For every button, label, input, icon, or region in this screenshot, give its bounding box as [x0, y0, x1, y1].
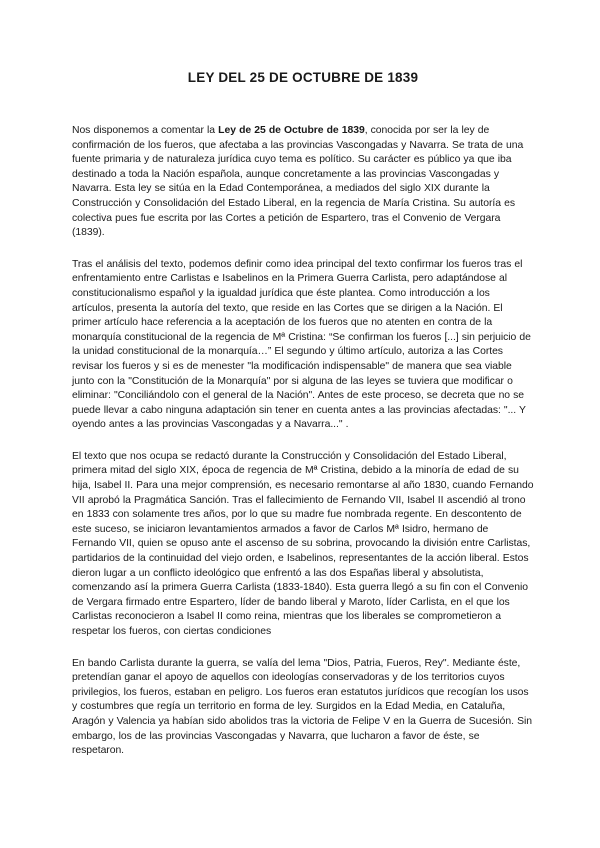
paragraph-context: El texto que nos ocupa se redactó durante la Construcción y Consolidación del Estado Liberal, primera mitad del siglo XIX, época de regencia de Mª Cristina, debido a la minoría de edad de su hija, Isabel II. Para una mejor comprensión, es necesario remontarse al año 1830, cuando Fernando VII aprobó la Pragmática Sanción. Tras el fallecimiento de Fernando VII, Isabel II ascendió al trono en 1833 con solamente tres años, por lo que su madre fue nombrada regente. En descontento de este suceso, se iniciaron levantamientos armados a favor de Carlos Mª Isidro, hermano de Fernando VII, quien se opuso ante el ascenso de su sobrina, provocando la división entre Carlistas, partidarios de la continuidad del viejo orden, e Isabelinos, representantes de la acción liberal. Estos dieron lugar a un conflicto ideológico que enfrentó a las dos Españas liberal y absolutista, comenzando así la primera Guerra Carlista (1833-1840). Esta guerra llegó a su fin con el Convenio de Vergara firmado entre Espartero, líder de bando liberal y Maroto, líder Carlista, en el que los Carlistas reconocieron a Isabel II como reina, mientras que los liberales se comprometieron a respetar los fueros, con ciertas condiciones: [72, 450, 534, 637]
document-body: [72, 124, 534, 776]
document-title: LEY DEL 25 DE OCTUBRE DE 1839: [187, 70, 419, 85]
paragraph-introduction-lead: Nos disponemos a comentar la: [72, 125, 219, 136]
paragraph-introduction: [72, 124, 534, 241]
paragraph-fueros: En bando Carlista durante la guerra, se valía del lema "Dios, Patria, Fueros, Rey". Mediante éste, pretendían ganar el apoyo de aquellos con ideologías conservadoras y de los territorios cuyos privilegios, los fueros, estaban en peligro. Los fueros eran estatutos jurídicos que recogían los usos y costumbres que regía un territorio en forma de ley. Surgidos en la Edad Media, en Cataluña, Aragón y Valencia ya habían sido abolidos tras la victoria de Felipe V en la Guerra de Sucesión. Sin embargo, los de las provincias Vascongadas y Navarra, que lucharon a favor de éste, se respetaron.: [72, 657, 532, 757]
paragraph-introduction-rest: , conocida por ser la ley de confirmación de los fueros, que afectaba a las provincias Vascongadas y Navarra. Se trata de una fuente primaria y de naturaleza jurídica cuyo tema es político. Su carácter es público ya que iba destinado a toda la Nación española, aunque concretamente a las provincias Vascongadas y Navarra. Esta ley se sitúa en la Edad Contemporánea, a mediados del siglo XIX durante la Construcción y Consolidación del Estado Liberal, en la regencia de María Cristina. Su autoría es colectiva pues fue escrita por las Cortes a petición de Espartero, tras el Convenio de Vergara (1839).: [72, 125, 524, 239]
law-title-bold: Ley de 25 de Octubre de 1839: [218, 125, 365, 136]
paragraph-analysis: Tras el análisis del texto, podemos definir como idea principal del texto confirmar los fueros tras el enfrentamiento entre Carlistas e Isabelinos en la Primera Guerra Carlista, pero adaptándose al constitucionalismo español y la igualdad jurídica que éste plantea. Como introducción a los artículos, presenta la autoría del texto, que reside en las Cortes que se dirigen a la Nación. El primer artículo hace referencia a la aceptación de los fueros que no atenten en contra de la monarquía constitucional de la regencia de Mª Cristina: “Se confirman los fueros [...] sin perjuicio de la unidad constitucional de la monarquía…” El segundo y último artículo, autoriza a las Cortes revisar los fueros y si es de menester "la modificación indispensable" de manera que sea viable junto con la "Constitución de la Monarquía" por si alguna de las leyes se tuviera que modificar o eliminar: "Conciliándolo con el general de la Nación". Antes de este proceso, se decreta que no se puede llevar a cabo ninguna adaptación sin tener en cuenta antes a las provincias afectadas: "... Y oyendo antes a las provincias Vascongadas y a Navarra..." .: [72, 258, 531, 431]
